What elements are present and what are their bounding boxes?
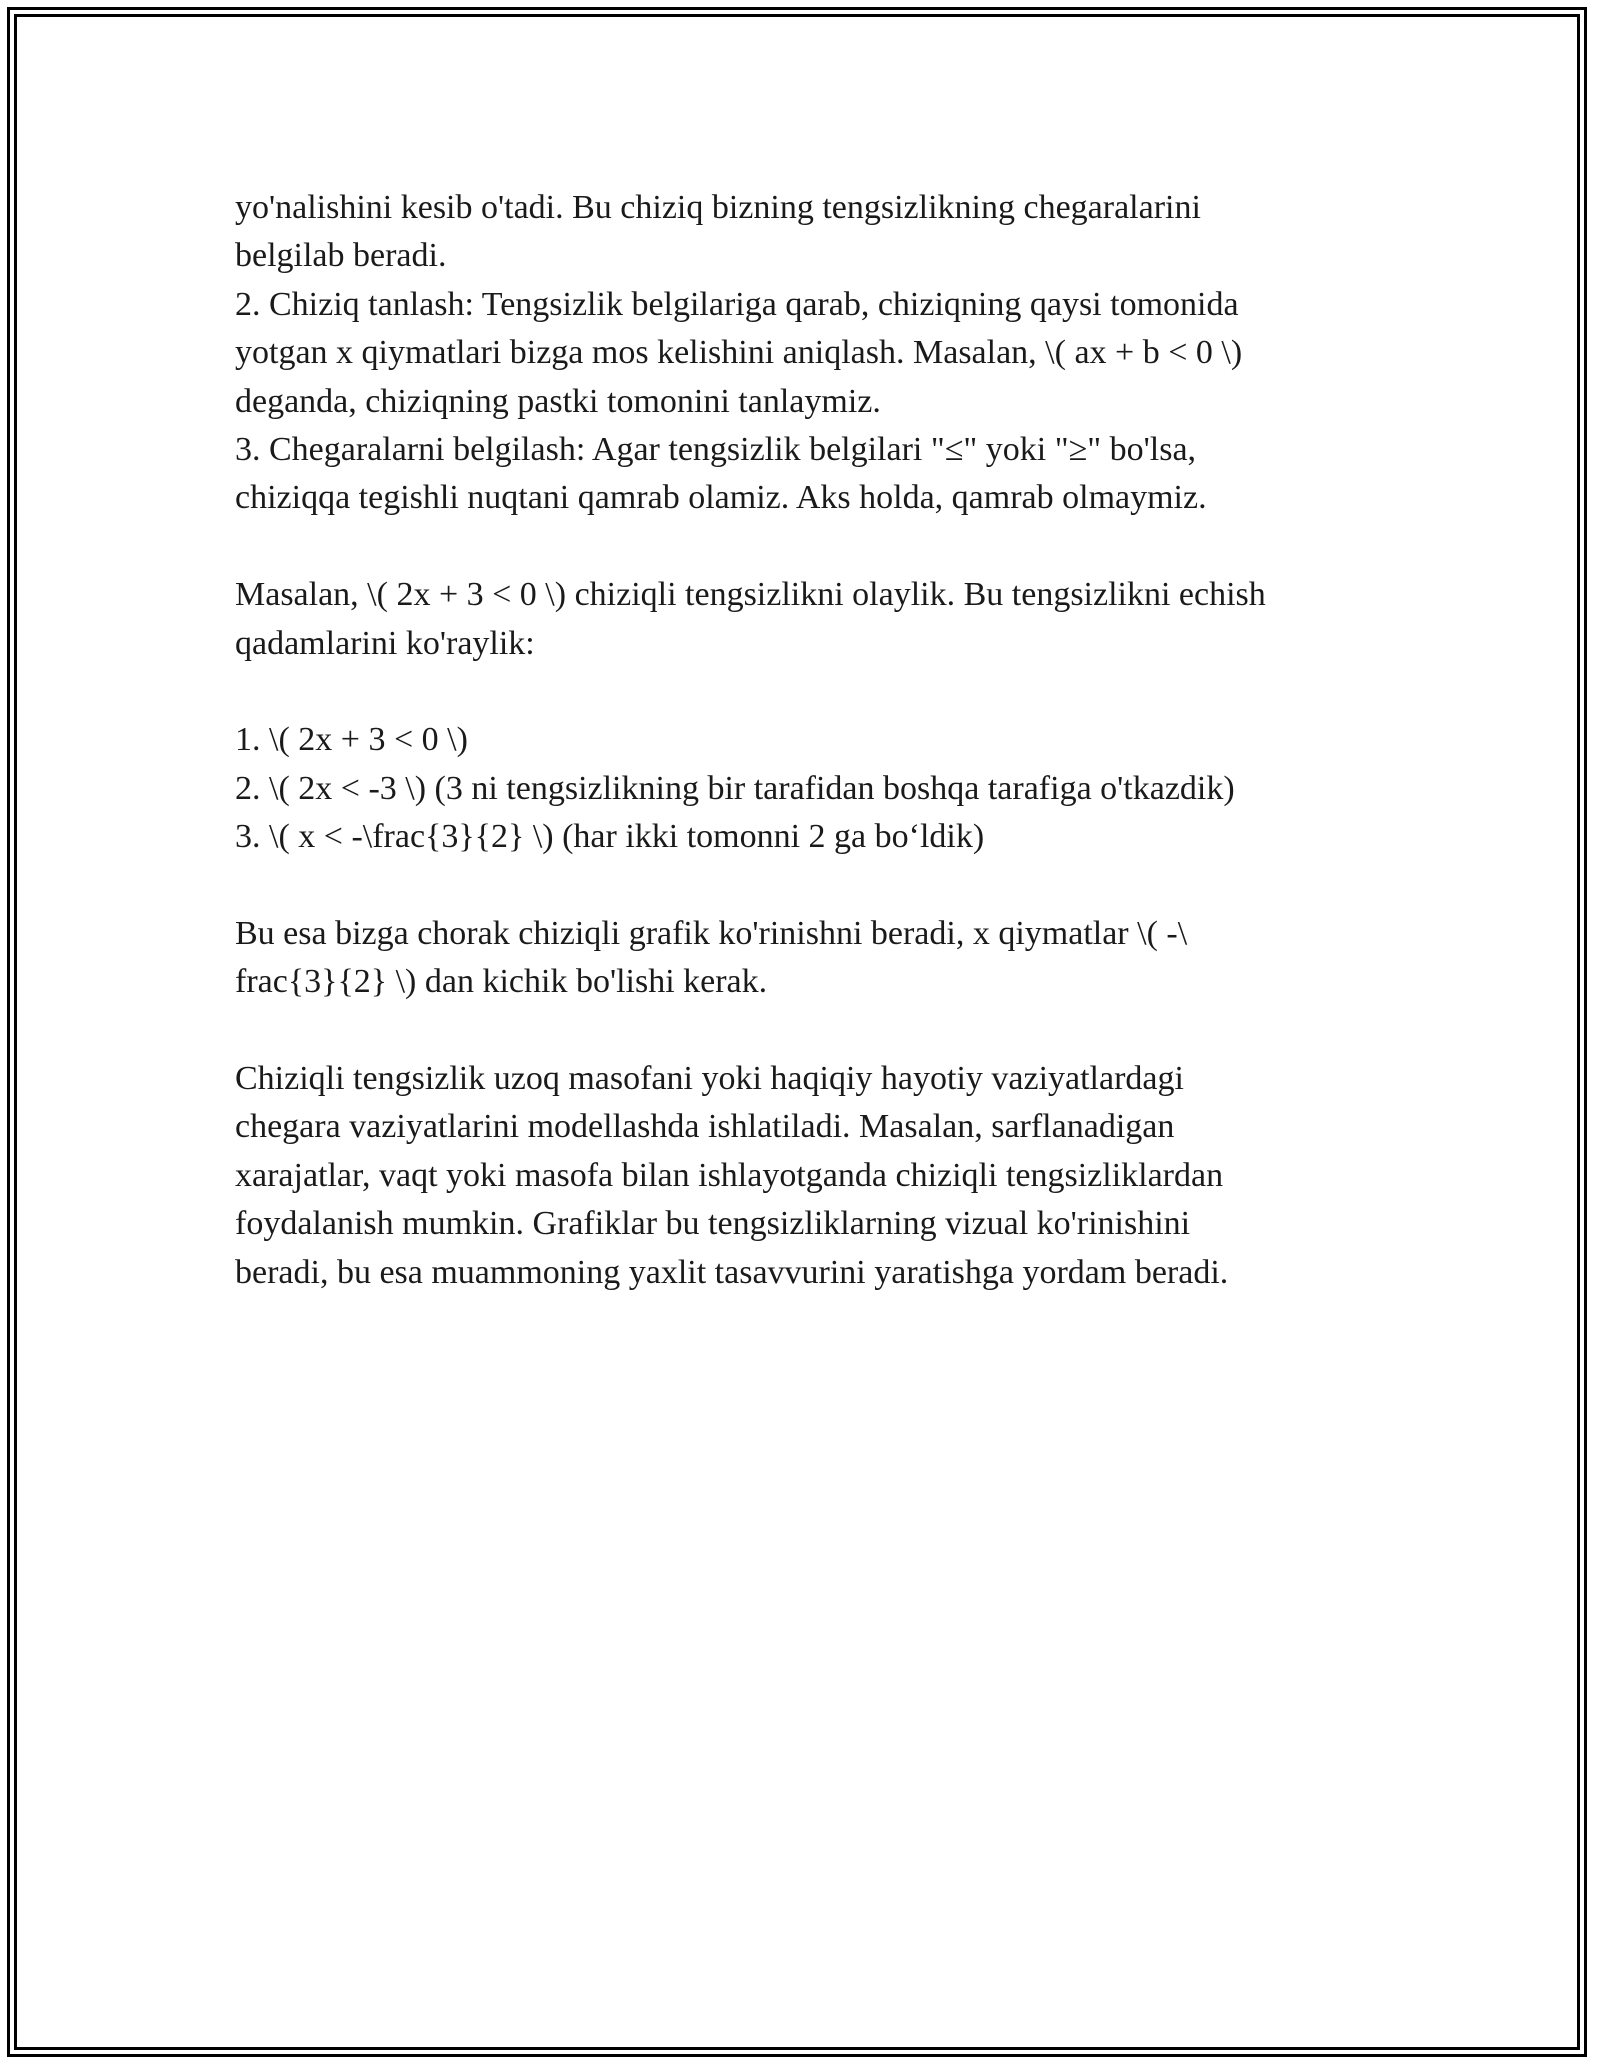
text-line: chegara vaziyatlarini modellashda ishlatiladi. Masalan, sarflanadigan bbox=[235, 1108, 1175, 1146]
paragraph-spacer bbox=[235, 523, 1375, 571]
text-line: qadamlarini ko'raylik: bbox=[235, 624, 535, 662]
text-line: Bu esa bizga chorak chiziqli grafik ko'rinishni beradi, x qiymatlar \( -\ bbox=[235, 914, 1188, 952]
paragraph-method-steps bbox=[235, 184, 1375, 523]
text-line: chiziqqa tegishli nuqtani qamrab olamiz. Aks holda, qamrab olmaymiz. bbox=[235, 479, 1207, 517]
text-line: Chiziqli tengsizlik uzoq masofani yoki haqiqiy hayotiy vaziyatlardagi bbox=[235, 1060, 1184, 1098]
text-line: yo'nalishini kesib o'tadi. Bu chiziq bizning tengsizlikning chegaralarini bbox=[235, 189, 1201, 226]
text-line: 1. \( 2x + 3 < 0 \) bbox=[235, 721, 468, 759]
text-line: Masalan, \( 2x + 3 < 0 \) chiziqli tengsizlikni olaylik. Bu tengsizlikni echish bbox=[235, 576, 1266, 614]
paragraph-spacer bbox=[235, 861, 1375, 909]
text-line: deganda, chiziqning pastki tomonini tanlaymiz. bbox=[235, 382, 881, 420]
paragraph-spacer bbox=[235, 668, 1375, 716]
text-line: beradi, bu esa muammoning yaxlit tasavvurini yaratishga yordam beradi. bbox=[235, 1253, 1229, 1291]
document-body bbox=[235, 184, 1375, 1297]
text-line: 3. Chegaralarni belgilash: Agar tengsizlik belgilari "≤" yoki "≥" bo'lsa, bbox=[235, 430, 1197, 468]
text-line: 2. Chiziq tanlash: Tengsizlik belgilariga qarab, chiziqning qaysi tomonida bbox=[235, 285, 1239, 323]
text-line: yotgan x qiymatlari bizga mos kelishini aniqlash. Masalan, \( ax + b < 0 \) bbox=[235, 334, 1243, 372]
paragraph-example-intro bbox=[235, 571, 1375, 668]
paragraph-solution-steps bbox=[235, 716, 1375, 861]
text-line: belgilab beradi. bbox=[235, 237, 447, 275]
paragraph-spacer bbox=[235, 1007, 1375, 1055]
paragraph-graph-conclusion bbox=[235, 910, 1375, 1007]
text-line: foydalanish mumkin. Grafiklar bu tengsizliklarning vizual ko'rinishini bbox=[235, 1205, 1191, 1243]
text-line: frac{3}{2} \) dan kichik bo'lishi kerak. bbox=[235, 963, 768, 1001]
text-line: 2. \( 2x < -3 \) (3 ni tengsizlikning bir tarafidan boshqa tarafiga o'tkazdik) bbox=[235, 769, 1235, 807]
text-line: 3. \( x < -\frac{3}{2} \) (har ikki tomonni 2 ga bo‘ldik) bbox=[235, 818, 985, 856]
text-line: xarajatlar, vaqt yoki masofa bilan ishlayotganda chiziqli tengsizliklardan bbox=[235, 1156, 1224, 1194]
paragraph-applications bbox=[235, 1055, 1375, 1297]
